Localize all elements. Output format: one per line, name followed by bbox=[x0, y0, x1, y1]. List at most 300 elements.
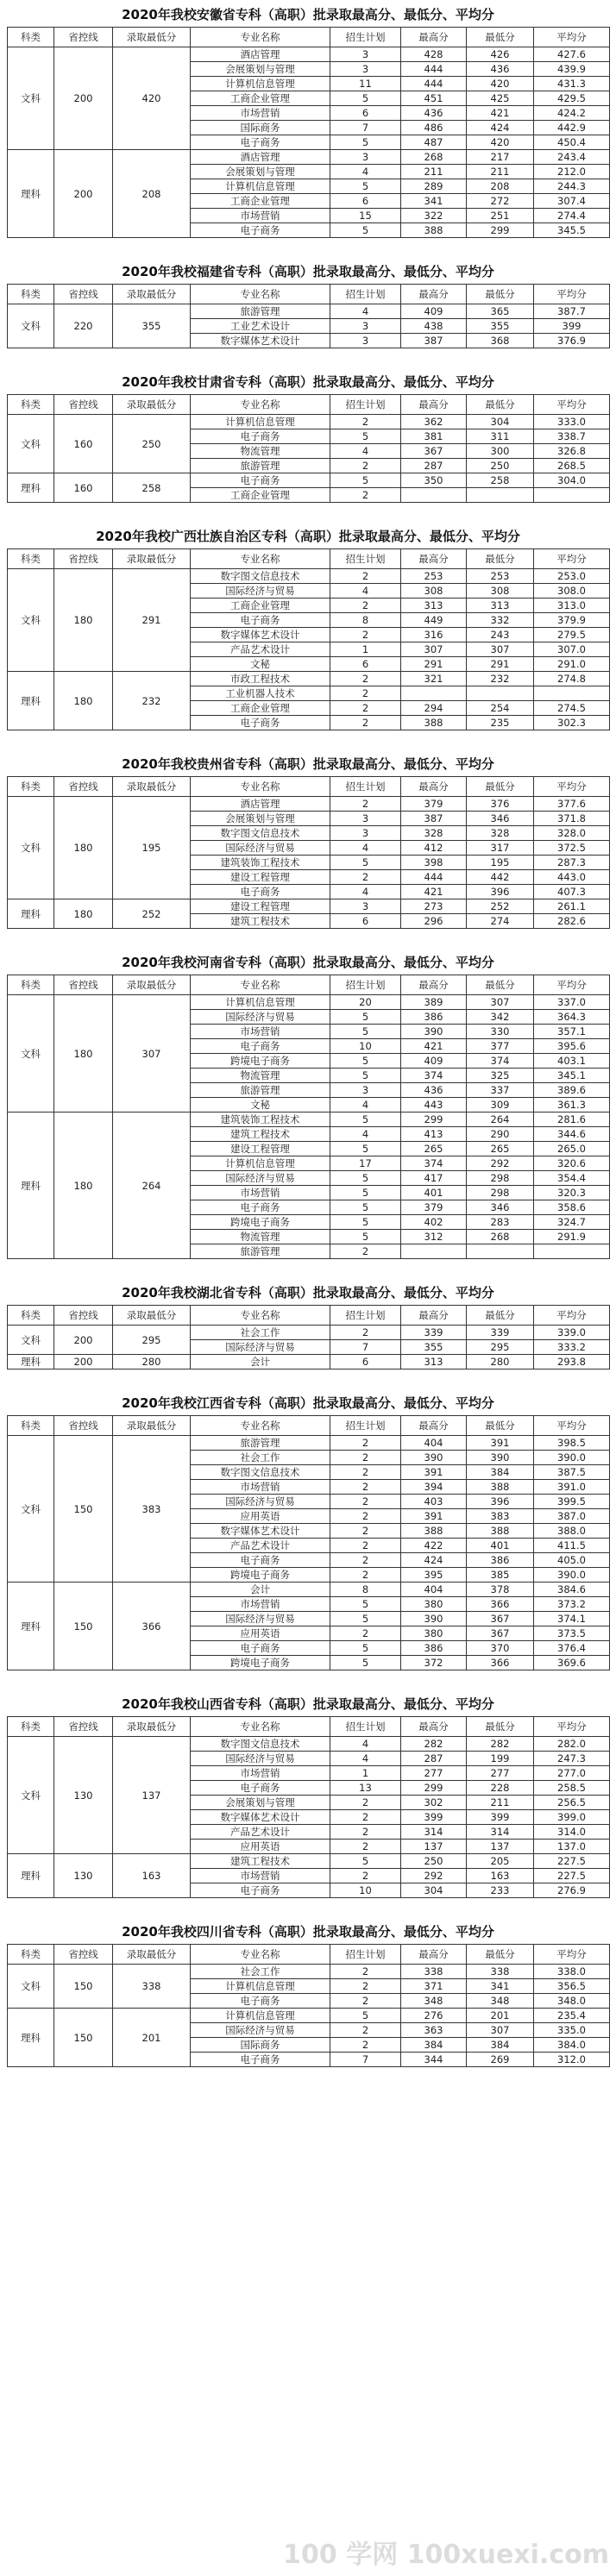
avg-score-cell: 328.0 bbox=[534, 826, 610, 841]
column-header: 最高分 bbox=[401, 395, 467, 415]
min-admit-score-cell: 366 bbox=[113, 1583, 191, 1670]
category-cell: 理科 bbox=[8, 1355, 54, 1369]
min-score-cell: 282 bbox=[467, 1737, 534, 1752]
major-name-cell: 应用英语 bbox=[191, 1509, 330, 1524]
column-header: 录取最低分 bbox=[113, 395, 191, 415]
column-header: 省控线 bbox=[54, 28, 113, 47]
major-name-cell: 国际经济与贸易 bbox=[191, 2023, 330, 2038]
min-score-cell: 396 bbox=[467, 885, 534, 899]
min-score-cell: 280 bbox=[467, 1355, 534, 1369]
major-name-cell: 跨境电子商务 bbox=[191, 1656, 330, 1670]
min-score-cell: 307 bbox=[467, 995, 534, 1010]
max-score-cell: 250 bbox=[401, 1854, 467, 1869]
max-score-cell: 338 bbox=[401, 1965, 467, 1979]
min-score-cell: 163 bbox=[467, 1869, 534, 1883]
min-score-cell: 388 bbox=[467, 1524, 534, 1539]
major-name-cell: 跨境电子商务 bbox=[191, 1215, 330, 1230]
category-cell: 理科 bbox=[8, 1583, 54, 1670]
plan-cell: 2 bbox=[330, 415, 401, 429]
max-score-cell: 363 bbox=[401, 2023, 467, 2038]
max-score-cell: 307 bbox=[401, 642, 467, 657]
min-score-cell: 300 bbox=[467, 444, 534, 459]
major-name-cell: 计算机信息管理 bbox=[191, 415, 330, 429]
min-score-cell: 217 bbox=[467, 150, 534, 165]
min-score-cell: 442 bbox=[467, 870, 534, 885]
max-score-cell: 409 bbox=[401, 1054, 467, 1069]
min-admit-score-cell: 264 bbox=[113, 1113, 191, 1259]
province-section bbox=[7, 0, 609, 238]
avg-score-cell: 279.5 bbox=[534, 628, 610, 642]
avg-score-cell: 377.6 bbox=[534, 797, 610, 812]
column-header: 平均分 bbox=[534, 1945, 610, 1965]
major-name-cell: 电子商务 bbox=[191, 1994, 330, 2009]
column-header: 最低分 bbox=[467, 1416, 534, 1436]
control-line-cell: 160 bbox=[54, 415, 113, 473]
table-row bbox=[8, 1965, 610, 1979]
table-row bbox=[8, 797, 610, 812]
major-name-cell: 建筑装饰工程技术 bbox=[191, 1113, 330, 1127]
avg-score-cell: 376.9 bbox=[534, 334, 610, 348]
min-score-cell: 228 bbox=[467, 1781, 534, 1796]
min-score-cell: 208 bbox=[467, 179, 534, 194]
plan-cell: 2 bbox=[330, 1465, 401, 1480]
plan-cell: 2 bbox=[330, 599, 401, 613]
max-score-cell: 390 bbox=[401, 1451, 467, 1465]
column-header: 最低分 bbox=[467, 28, 534, 47]
plan-cell: 5 bbox=[330, 473, 401, 488]
plan-cell: 2 bbox=[330, 1840, 401, 1854]
score-table bbox=[7, 1305, 610, 1369]
min-score-cell: 307 bbox=[467, 2023, 534, 2038]
category-cell: 文科 bbox=[8, 797, 54, 899]
column-header: 招生计划 bbox=[330, 1717, 401, 1737]
section-title: 2020年我校湖北省专科（高职）批录取最高分、最低分、平均分 bbox=[122, 1285, 494, 1301]
plan-cell: 5 bbox=[330, 1171, 401, 1186]
min-score-cell: 283 bbox=[467, 1215, 534, 1230]
min-score-cell: 386 bbox=[467, 1553, 534, 1568]
min-score-cell: 195 bbox=[467, 856, 534, 870]
min-score-cell: 308 bbox=[467, 584, 534, 599]
min-score-cell: 383 bbox=[467, 1509, 534, 1524]
plan-cell: 5 bbox=[330, 1200, 401, 1215]
min-score-cell bbox=[467, 1244, 534, 1259]
max-score-cell bbox=[401, 686, 467, 701]
major-name-cell: 产品艺术设计 bbox=[191, 1825, 330, 1840]
plan-cell: 6 bbox=[330, 194, 401, 209]
plan-cell: 2 bbox=[330, 1451, 401, 1465]
control-line-cell: 130 bbox=[54, 1854, 113, 1898]
avg-score-cell: 337.0 bbox=[534, 995, 610, 1010]
section-title: 2020年我校贵州省专科（高职）批录取最高分、最低分、平均分 bbox=[122, 756, 494, 772]
column-header: 最低分 bbox=[467, 395, 534, 415]
avg-score-cell: 258.5 bbox=[534, 1781, 610, 1796]
min-admit-score-cell: 208 bbox=[113, 150, 191, 238]
plan-cell: 2 bbox=[330, 672, 401, 686]
major-name-cell: 社会工作 bbox=[191, 1451, 330, 1465]
plan-cell: 13 bbox=[330, 1781, 401, 1796]
plan-cell: 5 bbox=[330, 1230, 401, 1244]
min-score-cell: 338 bbox=[467, 1965, 534, 1979]
min-admit-score-cell: 250 bbox=[113, 415, 191, 473]
max-score-cell: 391 bbox=[401, 1465, 467, 1480]
avg-score-cell: 450.4 bbox=[534, 135, 610, 150]
plan-cell: 5 bbox=[330, 1215, 401, 1230]
min-score-cell: 374 bbox=[467, 1054, 534, 1069]
max-score-cell: 268 bbox=[401, 150, 467, 165]
avg-score-cell: 374.1 bbox=[534, 1612, 610, 1626]
section-title: 2020年我校河南省专科（高职）批录取最高分、最低分、平均分 bbox=[122, 955, 494, 970]
plan-cell: 2 bbox=[330, 1480, 401, 1495]
plan-cell: 2 bbox=[330, 1825, 401, 1840]
column-header: 招生计划 bbox=[330, 285, 401, 304]
avg-score-cell: 227.5 bbox=[534, 1869, 610, 1883]
min-score-cell: 377 bbox=[467, 1039, 534, 1054]
table-row bbox=[8, 47, 610, 62]
min-score-cell bbox=[467, 488, 534, 503]
avg-score-cell: 387.5 bbox=[534, 1465, 610, 1480]
max-score-cell: 380 bbox=[401, 1597, 467, 1612]
avg-score-cell: 338.7 bbox=[534, 429, 610, 444]
plan-cell: 2 bbox=[330, 488, 401, 503]
max-score-cell: 395 bbox=[401, 1568, 467, 1583]
major-name-cell: 产品艺术设计 bbox=[191, 1539, 330, 1553]
min-score-cell: 211 bbox=[467, 1796, 534, 1810]
score-table bbox=[7, 284, 610, 348]
plan-cell: 5 bbox=[330, 1641, 401, 1656]
column-header: 录取最低分 bbox=[113, 1416, 191, 1436]
column-header: 最高分 bbox=[401, 1306, 467, 1326]
province-section bbox=[7, 749, 609, 929]
plan-cell: 4 bbox=[330, 1098, 401, 1113]
category-cell: 理科 bbox=[8, 473, 54, 503]
min-score-cell: 243 bbox=[467, 628, 534, 642]
column-header: 招生计划 bbox=[330, 777, 401, 797]
plan-cell: 2 bbox=[330, 569, 401, 584]
avg-score-cell: 369.6 bbox=[534, 1656, 610, 1670]
plan-cell: 4 bbox=[330, 841, 401, 856]
major-name-cell: 数字媒体艺术设计 bbox=[191, 1810, 330, 1825]
min-score-cell: 250 bbox=[467, 459, 534, 473]
avg-score-cell: 388.0 bbox=[534, 1524, 610, 1539]
province-section bbox=[7, 522, 609, 730]
column-header: 科类 bbox=[8, 285, 54, 304]
max-score-cell: 276 bbox=[401, 2009, 467, 2023]
min-score-cell: 421 bbox=[467, 106, 534, 121]
min-score-cell: 420 bbox=[467, 77, 534, 91]
plan-cell: 3 bbox=[330, 812, 401, 826]
major-name-cell: 跨境电子商务 bbox=[191, 1568, 330, 1583]
avg-score-cell: 235.4 bbox=[534, 2009, 610, 2023]
avg-score-cell: 304.0 bbox=[534, 473, 610, 488]
major-name-cell: 会计 bbox=[191, 1355, 330, 1369]
avg-score-cell: 431.3 bbox=[534, 77, 610, 91]
min-score-cell: 269 bbox=[467, 2053, 534, 2067]
min-admit-score-cell: 291 bbox=[113, 569, 191, 672]
max-score-cell: 304 bbox=[401, 1883, 467, 1898]
column-header: 录取最低分 bbox=[113, 549, 191, 569]
min-score-cell: 342 bbox=[467, 1010, 534, 1025]
control-line-cell: 180 bbox=[54, 899, 113, 929]
major-name-cell: 国际商务 bbox=[191, 121, 330, 135]
column-header: 平均分 bbox=[534, 777, 610, 797]
control-line-cell: 200 bbox=[54, 1355, 113, 1369]
column-header: 录取最低分 bbox=[113, 975, 191, 995]
avg-score-cell: 357.1 bbox=[534, 1025, 610, 1039]
max-score-cell: 379 bbox=[401, 797, 467, 812]
min-score-cell: 332 bbox=[467, 613, 534, 628]
category-cell: 理科 bbox=[8, 150, 54, 238]
max-score-cell: 428 bbox=[401, 47, 467, 62]
min-score-cell: 436 bbox=[467, 62, 534, 77]
column-header: 省控线 bbox=[54, 285, 113, 304]
min-admit-score-cell: 137 bbox=[113, 1737, 191, 1854]
column-header: 专业名称 bbox=[191, 285, 330, 304]
column-header: 省控线 bbox=[54, 1945, 113, 1965]
major-name-cell: 建筑装饰工程技术 bbox=[191, 856, 330, 870]
major-name-cell: 会展策划与管理 bbox=[191, 812, 330, 826]
major-name-cell: 计算机信息管理 bbox=[191, 1156, 330, 1171]
min-score-cell: 367 bbox=[467, 1612, 534, 1626]
min-score-cell: 355 bbox=[467, 319, 534, 334]
max-score-cell: 487 bbox=[401, 135, 467, 150]
avg-score-cell: 411.5 bbox=[534, 1539, 610, 1553]
plan-cell: 2 bbox=[330, 1326, 401, 1340]
min-score-cell: 346 bbox=[467, 812, 534, 826]
category-cell: 理科 bbox=[8, 2009, 54, 2067]
avg-score-cell: 391.0 bbox=[534, 1480, 610, 1495]
major-name-cell: 建设工程管理 bbox=[191, 899, 330, 914]
plan-cell: 2 bbox=[330, 1979, 401, 1994]
plan-cell: 5 bbox=[330, 1656, 401, 1670]
min-score-cell bbox=[467, 686, 534, 701]
major-name-cell: 产品艺术设计 bbox=[191, 642, 330, 657]
table-row bbox=[8, 304, 610, 319]
min-score-cell: 366 bbox=[467, 1656, 534, 1670]
min-score-cell: 291 bbox=[467, 657, 534, 672]
max-score-cell: 313 bbox=[401, 599, 467, 613]
max-score-cell bbox=[401, 1244, 467, 1259]
min-score-cell: 251 bbox=[467, 209, 534, 223]
avg-score-cell: 243.4 bbox=[534, 150, 610, 165]
max-score-cell: 287 bbox=[401, 459, 467, 473]
score-table bbox=[7, 1944, 610, 2067]
min-score-cell: 325 bbox=[467, 1069, 534, 1083]
max-score-cell: 413 bbox=[401, 1127, 467, 1142]
max-score-cell: 394 bbox=[401, 1480, 467, 1495]
avg-score-cell: 407.3 bbox=[534, 885, 610, 899]
max-score-cell: 386 bbox=[401, 1641, 467, 1656]
major-name-cell: 市场营销 bbox=[191, 1025, 330, 1039]
major-name-cell: 会计 bbox=[191, 1583, 330, 1597]
max-score-cell: 379 bbox=[401, 1200, 467, 1215]
max-score-cell: 302 bbox=[401, 1796, 467, 1810]
control-line-cell: 180 bbox=[54, 672, 113, 730]
max-score-cell: 292 bbox=[401, 1869, 467, 1883]
plan-cell: 6 bbox=[330, 657, 401, 672]
column-header: 录取最低分 bbox=[113, 1306, 191, 1326]
category-cell: 文科 bbox=[8, 415, 54, 473]
max-score-cell: 390 bbox=[401, 1025, 467, 1039]
major-name-cell: 工业艺术设计 bbox=[191, 319, 330, 334]
plan-cell: 20 bbox=[330, 995, 401, 1010]
avg-score-cell: 399.5 bbox=[534, 1495, 610, 1509]
avg-score-cell: 389.6 bbox=[534, 1083, 610, 1098]
plan-cell: 2 bbox=[330, 2038, 401, 2053]
min-score-cell: 376 bbox=[467, 797, 534, 812]
column-header: 录取最低分 bbox=[113, 1717, 191, 1737]
plan-cell: 3 bbox=[330, 47, 401, 62]
plan-cell: 2 bbox=[330, 1509, 401, 1524]
max-score-cell: 444 bbox=[401, 77, 467, 91]
major-name-cell: 计算机信息管理 bbox=[191, 2009, 330, 2023]
score-table bbox=[7, 548, 610, 730]
column-header: 专业名称 bbox=[191, 1945, 330, 1965]
control-line-cell: 150 bbox=[54, 1965, 113, 2009]
column-header: 专业名称 bbox=[191, 777, 330, 797]
max-score-cell: 398 bbox=[401, 856, 467, 870]
score-table bbox=[7, 394, 610, 503]
plan-cell: 5 bbox=[330, 1612, 401, 1626]
min-admit-score-cell: 201 bbox=[113, 2009, 191, 2067]
major-name-cell: 市场营销 bbox=[191, 1597, 330, 1612]
avg-score-cell: 333.0 bbox=[534, 415, 610, 429]
min-score-cell: 252 bbox=[467, 899, 534, 914]
major-name-cell: 市场营销 bbox=[191, 1766, 330, 1781]
control-line-cell: 200 bbox=[54, 1326, 113, 1355]
column-header: 专业名称 bbox=[191, 549, 330, 569]
avg-score-cell: 312.0 bbox=[534, 2053, 610, 2067]
min-admit-score-cell: 338 bbox=[113, 1965, 191, 2009]
avg-score-cell: 227.5 bbox=[534, 1854, 610, 1869]
major-name-cell: 旅游管理 bbox=[191, 1244, 330, 1259]
max-score-cell: 371 bbox=[401, 1979, 467, 1994]
avg-score-cell: 274.8 bbox=[534, 672, 610, 686]
max-score-cell: 438 bbox=[401, 319, 467, 334]
min-admit-score-cell: 258 bbox=[113, 473, 191, 503]
max-score-cell: 355 bbox=[401, 1340, 467, 1355]
min-admit-score-cell: 280 bbox=[113, 1355, 191, 1369]
major-name-cell: 旅游管理 bbox=[191, 1083, 330, 1098]
major-name-cell: 电子商务 bbox=[191, 1641, 330, 1656]
min-score-cell: 258 bbox=[467, 473, 534, 488]
max-score-cell: 316 bbox=[401, 628, 467, 642]
max-score-cell: 350 bbox=[401, 473, 467, 488]
control-line-cell: 150 bbox=[54, 2009, 113, 2067]
plan-cell: 7 bbox=[330, 1340, 401, 1355]
avg-score-cell: 291.0 bbox=[534, 657, 610, 672]
major-name-cell: 物流管理 bbox=[191, 1069, 330, 1083]
plan-cell: 5 bbox=[330, 856, 401, 870]
section-title: 2020年我校江西省专科（高职）批录取最高分、最低分、平均分 bbox=[122, 1395, 494, 1411]
table-row bbox=[8, 415, 610, 429]
province-section bbox=[7, 367, 609, 503]
max-score-cell: 321 bbox=[401, 672, 467, 686]
min-score-cell: 399 bbox=[467, 1810, 534, 1825]
major-name-cell: 建筑工程技术 bbox=[191, 1127, 330, 1142]
major-name-cell: 会展策划与管理 bbox=[191, 165, 330, 179]
min-score-cell: 348 bbox=[467, 1994, 534, 2009]
major-name-cell: 国际经济与贸易 bbox=[191, 841, 330, 856]
avg-score-cell: 427.6 bbox=[534, 47, 610, 62]
plan-cell: 2 bbox=[330, 1539, 401, 1553]
plan-cell: 2 bbox=[330, 1994, 401, 2009]
column-header: 最高分 bbox=[401, 285, 467, 304]
max-score-cell: 421 bbox=[401, 885, 467, 899]
max-score-cell: 389 bbox=[401, 995, 467, 1010]
plan-cell: 3 bbox=[330, 826, 401, 841]
min-score-cell: 137 bbox=[467, 1840, 534, 1854]
avg-score-cell: 244.3 bbox=[534, 179, 610, 194]
control-line-cell: 220 bbox=[54, 304, 113, 348]
avg-score-cell: 281.6 bbox=[534, 1113, 610, 1127]
plan-cell: 2 bbox=[330, 686, 401, 701]
avg-score-cell: 324.7 bbox=[534, 1215, 610, 1230]
plan-cell: 3 bbox=[330, 899, 401, 914]
min-admit-score-cell: 195 bbox=[113, 797, 191, 899]
score-table bbox=[7, 1415, 610, 1670]
max-score-cell: 299 bbox=[401, 1781, 467, 1796]
column-header: 招生计划 bbox=[330, 395, 401, 415]
column-header: 平均分 bbox=[534, 1717, 610, 1737]
column-header: 录取最低分 bbox=[113, 285, 191, 304]
column-header: 平均分 bbox=[534, 1416, 610, 1436]
plan-cell: 6 bbox=[330, 914, 401, 929]
max-score-cell: 424 bbox=[401, 1553, 467, 1568]
column-header: 招生计划 bbox=[330, 28, 401, 47]
min-score-cell: 298 bbox=[467, 1171, 534, 1186]
plan-cell: 5 bbox=[330, 179, 401, 194]
column-header: 平均分 bbox=[534, 975, 610, 995]
column-header: 科类 bbox=[8, 395, 54, 415]
section-title: 2020年我校山西省专科（高职）批录取最高分、最低分、平均分 bbox=[122, 1696, 494, 1712]
control-line-cell: 160 bbox=[54, 473, 113, 503]
avg-score-cell: 274.4 bbox=[534, 209, 610, 223]
province-section bbox=[7, 1278, 609, 1369]
column-header: 省控线 bbox=[54, 1416, 113, 1436]
max-score-cell: 409 bbox=[401, 304, 467, 319]
avg-score-cell: 390.0 bbox=[534, 1568, 610, 1583]
avg-score-cell: 398.5 bbox=[534, 1436, 610, 1451]
plan-cell: 7 bbox=[330, 121, 401, 135]
plan-cell: 5 bbox=[330, 1597, 401, 1612]
min-score-cell: 268 bbox=[467, 1230, 534, 1244]
header-row bbox=[8, 1306, 610, 1326]
plan-cell: 2 bbox=[330, 1965, 401, 1979]
major-name-cell: 文秘 bbox=[191, 1098, 330, 1113]
avg-score-cell: 287.3 bbox=[534, 856, 610, 870]
column-header: 专业名称 bbox=[191, 395, 330, 415]
table-row bbox=[8, 1854, 610, 1869]
min-admit-score-cell: 163 bbox=[113, 1854, 191, 1898]
avg-score-cell: 356.5 bbox=[534, 1979, 610, 1994]
min-score-cell: 401 bbox=[467, 1539, 534, 1553]
plan-cell: 4 bbox=[330, 1752, 401, 1766]
major-name-cell: 电子商务 bbox=[191, 135, 330, 150]
avg-score-cell: 399.0 bbox=[534, 1810, 610, 1825]
max-score-cell: 308 bbox=[401, 584, 467, 599]
major-name-cell: 数字图文信息技术 bbox=[191, 1465, 330, 1480]
max-score-cell: 374 bbox=[401, 1069, 467, 1083]
max-score-cell: 444 bbox=[401, 870, 467, 885]
table-row bbox=[8, 473, 610, 488]
plan-cell: 2 bbox=[330, 1568, 401, 1583]
avg-score-cell bbox=[534, 488, 610, 503]
avg-score-cell: 387.7 bbox=[534, 304, 610, 319]
plan-cell: 2 bbox=[330, 1524, 401, 1539]
major-name-cell: 市场营销 bbox=[191, 1869, 330, 1883]
min-score-cell: 290 bbox=[467, 1127, 534, 1142]
max-score-cell: 372 bbox=[401, 1656, 467, 1670]
